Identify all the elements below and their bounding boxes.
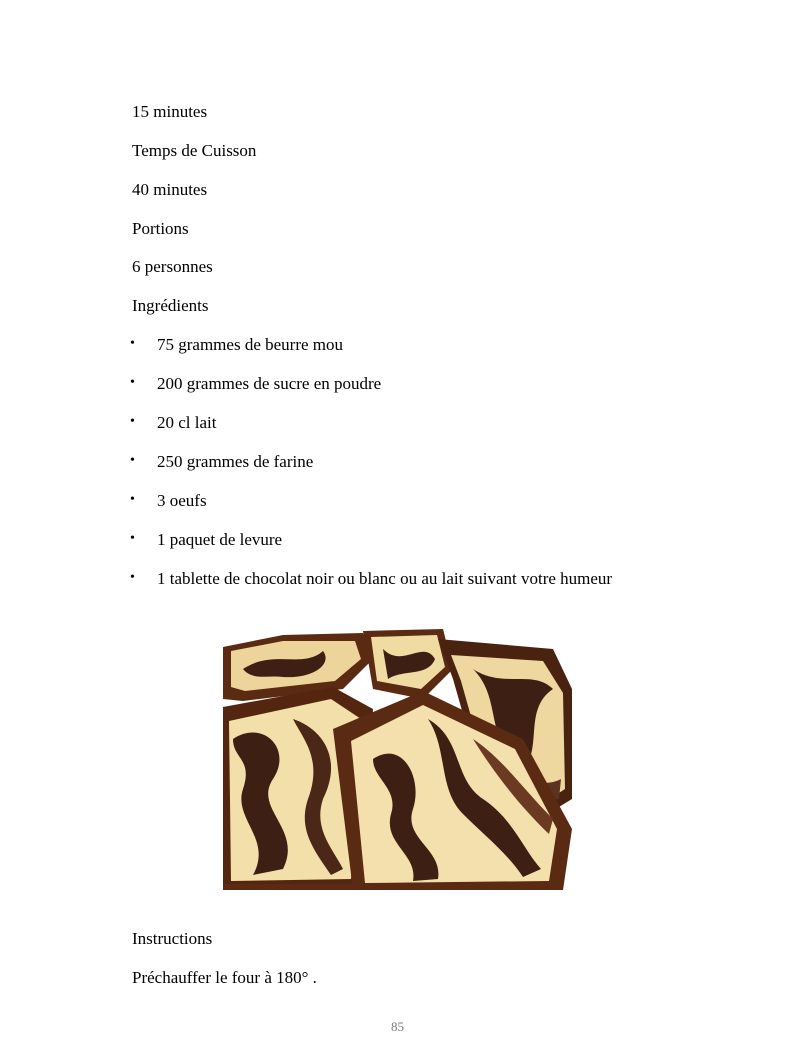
ingredient-item: 200 grammes de sucre en poudre [157, 374, 382, 393]
portions-value: 6 personnes [132, 257, 213, 276]
instruction-step: Préchauffer le four à 180° . [132, 968, 317, 987]
ingredient-item: 20 cl lait [157, 413, 217, 432]
portions-label: Portions [132, 219, 189, 238]
bullet-icon: • [130, 492, 135, 507]
bullet-icon: • [130, 570, 135, 585]
cook-time-label: Temps de Cuisson [132, 141, 257, 160]
ingredient-item: 1 paquet de levure [157, 530, 283, 549]
prep-time: 15 minutes [132, 102, 208, 121]
cook-time: 40 minutes [132, 180, 208, 199]
bullet-icon: • [130, 375, 135, 390]
ingredient-item: 3 oeufs [157, 491, 207, 510]
instructions-heading: Instructions [132, 929, 213, 948]
page-number: 85 [391, 1019, 404, 1034]
marble-cake-photo [223, 629, 572, 890]
ingredient-item: 75 grammes de beurre mou [157, 335, 343, 354]
bullet-icon: • [130, 531, 135, 546]
bullet-icon: • [130, 414, 135, 429]
ingredient-item: 1 tablette de chocolat noir ou blanc ou au lait suivant votre humeur [157, 569, 613, 588]
ingredients-heading: Ingrédients [132, 296, 209, 315]
bullet-icon: • [130, 336, 135, 351]
ingredient-item: 250 grammes de farine [157, 452, 314, 471]
bullet-icon: • [130, 453, 135, 468]
